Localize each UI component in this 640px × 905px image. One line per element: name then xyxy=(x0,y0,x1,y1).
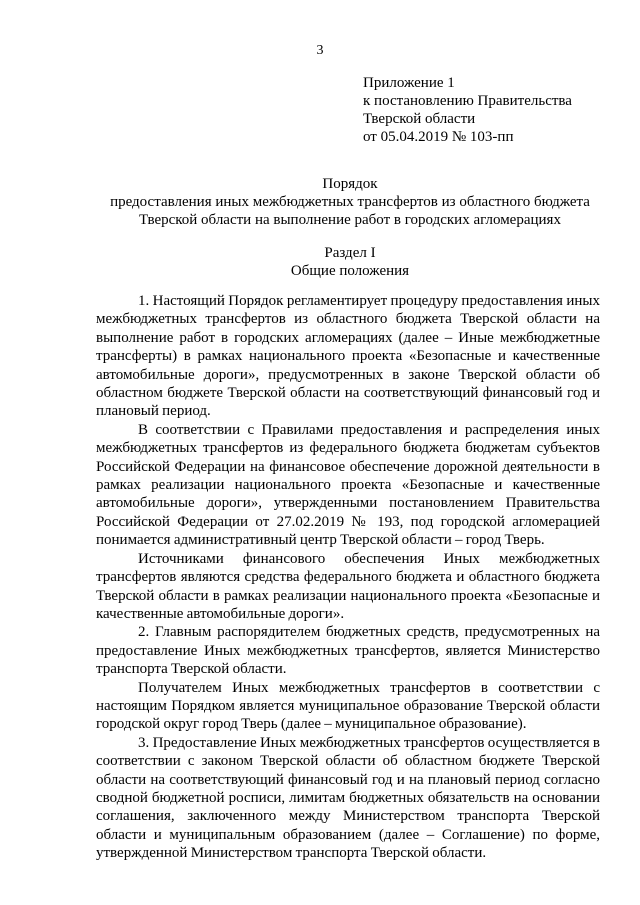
paragraph: 1. Настоящий Порядок регламентирует процедуру предоставления иных межбюджетных трансфертов из областного бюджета Тверской области на выполнение работ в городских агломерациях (далее – Иные межбюджетные трансферты) в рамках национального проекта «Безопасные и качественные автомобильные дороги», предусмотренных в законе Тверской области об областном бюджете Тверской области на соответствующий финансовый год и плановый период. xyxy=(96,293,600,420)
paragraph: Источниками финансового обеспечения Иных межбюджетных трансфертов являются средства федерального бюджета и областного бюджета Тверской области в рамках реализации национального проекта «Безопасные и качественные автомобильные дороги». xyxy=(96,550,600,622)
title-line: Порядок xyxy=(322,176,378,192)
paragraph: 3. Предоставление Иных межбюджетных трансфертов осуществляется в соответствии с законом Тверской области об областном бюджете Тверской области на соответствующий финансовый год и на плановый период согласно сводной бюджетной росписи, лимитам бюджетных обязательств на основании соглашения, заключенного между Министерством транспорта Тверской области и муниципальным образованием (далее – Соглашение) по форме, утвержденной Министерством транспорта Тверской области. xyxy=(96,734,600,862)
appendix-line: Тверской области xyxy=(363,111,476,127)
page-number: 3 xyxy=(316,43,324,58)
section-number: Раздел I xyxy=(324,245,376,261)
appendix-line: к постановлению Правительства xyxy=(363,93,572,109)
appendix-header xyxy=(363,74,572,146)
document-body xyxy=(96,292,600,863)
section-heading xyxy=(60,244,640,280)
appendix-date-line: от 05.04.2019 № 103-пп xyxy=(363,129,514,145)
section-name: Общие положения xyxy=(290,263,410,279)
document-title xyxy=(60,175,640,229)
paragraph: В соответствии с Правилами предоставления и распределения иных межбюджетных трансфертов из федерального бюджета бюджетам субъектов Российской Федерации на финансовое обеспечение дорожной деятельности в рамках реализации национального проекта «Безопасные и качественные автомобильные дороги», утвержденными постановлением Правительства Российской Федерации от 27.02.2019 № 193, под городской агломерацией понимается административный центр Тверской области – город Тверь. xyxy=(96,421,600,549)
paragraph: 2. Главным распорядителем бюджетных средств, предусмотренных на предоставление Иных межбюджетных трансфертов, является Министерство транспорта Тверской области. xyxy=(96,624,600,678)
paragraph: Получателем Иных межбюджетных трансфертов в соответствии с настоящим Порядком является муниципальное образование Тверской области городской округ город Тверь (далее – муниципальное образование). xyxy=(96,679,600,733)
title-line: Тверской области на выполнение работ в городских агломерациях xyxy=(139,212,561,228)
appendix-line: Приложение 1 xyxy=(363,75,455,91)
title-line: предоставления иных межбюджетных трансфертов из областного бюджета xyxy=(110,194,590,210)
